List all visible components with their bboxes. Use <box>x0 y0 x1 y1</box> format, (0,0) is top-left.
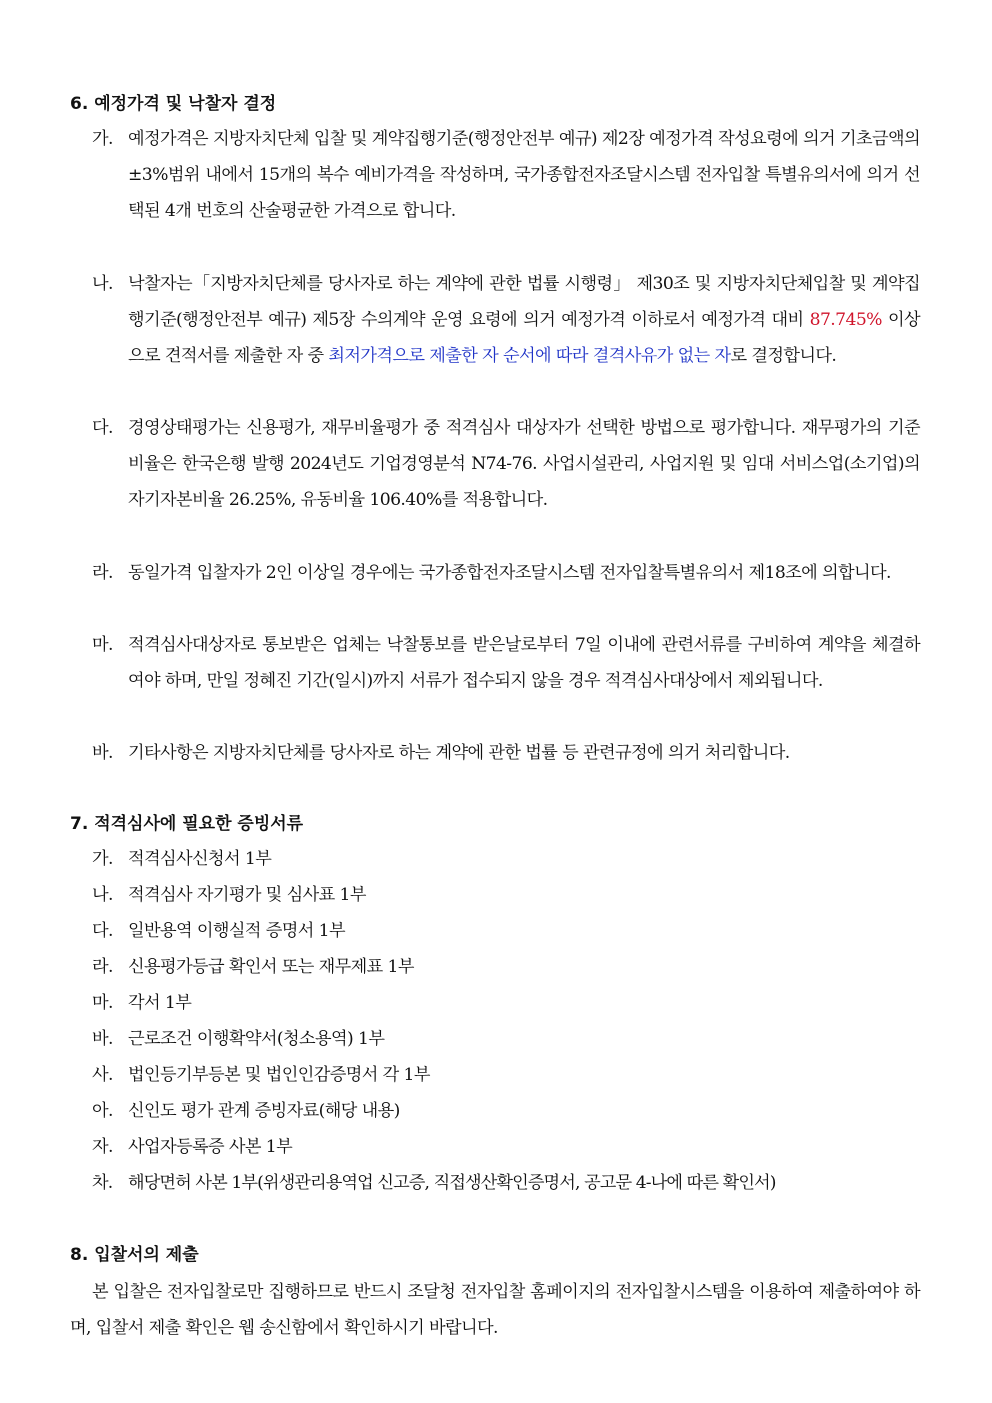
section-8-body: 본 입찰은 전자입찰로만 집행하므로 반드시 조달청 전자입찰 홈페이지의 전자입찰시스템을 이용하여 제출하여야 하며, 입찰서 제출 확인은 웹 송신함에서 확인하시기 바랍니다. <box>70 1282 920 1338</box>
item-text: 예정가격은 지방자치단체 입찰 및 계약집행기준(행정안전부 예규) 제2장 예정가격 작성요령에 의거 기초금액의 ±3%범위 내에서 15개의 복수 예비가격을 작성하며, 국가종합전자조달시스템 전자입찰 특별유의서에 의거 선택된 4개 번호의 산술평균한 가격으로 합니다. <box>128 129 920 221</box>
item-text: 해당면허 사본 1부(위생관리용역업 신고증, 직접생산확인증명서, 공고문 4-나에 따른 확인서) <box>128 1173 776 1193</box>
item-marker: 다. <box>92 921 113 941</box>
section-7-item <box>92 1093 920 1129</box>
section-7-item <box>92 1021 920 1057</box>
item-marker: 바. <box>92 1029 113 1049</box>
section-6-item-na <box>92 266 920 374</box>
item-text: 법인등기부등본 및 법인인감증명서 각 1부 <box>128 1065 430 1085</box>
section-6-item-ma <box>92 627 920 699</box>
item-text: 신인도 평가 관계 증빙자료(해당 내용) <box>128 1101 400 1121</box>
item-marker: 마. <box>92 635 113 655</box>
section-7-item <box>92 985 920 1021</box>
section-7-item <box>92 913 920 949</box>
item-text: 일반용역 이행실적 증명서 1부 <box>128 921 345 941</box>
item-text: 각서 1부 <box>128 993 192 1013</box>
section-7-item <box>92 949 920 985</box>
section-6-item-ra <box>92 555 920 591</box>
item-marker: 나. <box>92 885 113 905</box>
item-marker: 아. <box>92 1101 113 1121</box>
item-text: 적격심사 자기평가 및 심사표 1부 <box>128 885 366 905</box>
item-marker: 라. <box>92 957 113 977</box>
section-6-title: 6. 예정가격 및 낙찰자 결정 <box>70 94 277 114</box>
item-text: 적격심사대상자로 통보받은 업체는 낙찰통보를 받은날로부터 7일 이내에 관련서류를 구비하여 계약을 체결하여야 하며, 만일 정혜진 기간(일시)까지 서류가 접수되지 않을 경우 적격심사대상에서 제외됩니다. <box>128 635 920 691</box>
winner-criteria-highlight: 최저가격으로 제출한 자 순서에 따라 결격사유가 없는 자 <box>328 346 731 366</box>
section-7-item <box>92 877 920 913</box>
section-7-item <box>92 1129 920 1165</box>
section-6-item-da <box>92 410 920 518</box>
item-text: 동일가격 입찰자가 2인 이상일 경우에는 국가종합전자조달시스템 전자입찰특별유의서 제18조에 의합니다. <box>128 563 891 583</box>
item-text: 근로조건 이행확약서(청소용역) 1부 <box>128 1029 385 1049</box>
item-marker: 차. <box>92 1173 113 1193</box>
section-7-title: 7. 적격심사에 필요한 증빙서류 <box>70 814 304 834</box>
item-marker: 나. <box>92 274 113 294</box>
section-8-title: 8. 입찰서의 제출 <box>70 1245 199 1265</box>
section-7-item <box>92 1165 920 1201</box>
item-marker: 다. <box>92 418 113 438</box>
item-marker: 가. <box>92 129 113 149</box>
item-marker: 사. <box>92 1065 113 1085</box>
item-text: 기타사항은 지방자치단체를 당사자로 하는 계약에 관한 법률 등 관련규정에 의거 처리합니다. <box>128 743 790 763</box>
section-7-item <box>92 841 920 877</box>
item-text: 신용평가등급 확인서 또는 재무제표 1부 <box>128 957 414 977</box>
item-text-a: 낙찰자는「지방자치단체를 당사자로 하는 계약에 관한 법률 시행령」 제30조 및 지방자치단체입찰 및 계약집행기준(행정안전부 예규) 제5장 수의계약 운영 요령에 의거 예정가격 이하로서 예정가격 대비 <box>128 274 920 330</box>
section-6-item-ga <box>92 121 920 229</box>
item-text: 사업자등록증 사본 1부 <box>128 1137 293 1157</box>
item-text: 적격심사신청서 1부 <box>128 849 272 869</box>
item-marker: 바. <box>92 743 113 763</box>
item-marker: 라. <box>92 563 113 583</box>
item-text-b: 이상으로 견적서를 제출한 자 중 <box>128 310 920 366</box>
item-marker: 가. <box>92 849 113 869</box>
item-text: 경영상태평가는 신용평가, 재무비율평가 중 적격심사 대상자가 선택한 방법으로 평가합니다. 재무평가의 기준비율은 한국은행 발행 2024년도 기업경영분석 N74-76. 사업시설관리, 사업지원 및 임대 서비스업(소기업)의 자기자본비율 26.25%, 유동비율 106.40%를 적용합니다. <box>128 418 920 510</box>
price-rate-value: 87.745% <box>809 310 882 330</box>
item-marker: 자. <box>92 1137 113 1157</box>
section-6-item-ba <box>92 735 920 771</box>
item-marker: 마. <box>92 993 113 1013</box>
section-7-item <box>92 1057 920 1093</box>
item-text-c: 로 결정합니다. <box>730 346 837 366</box>
